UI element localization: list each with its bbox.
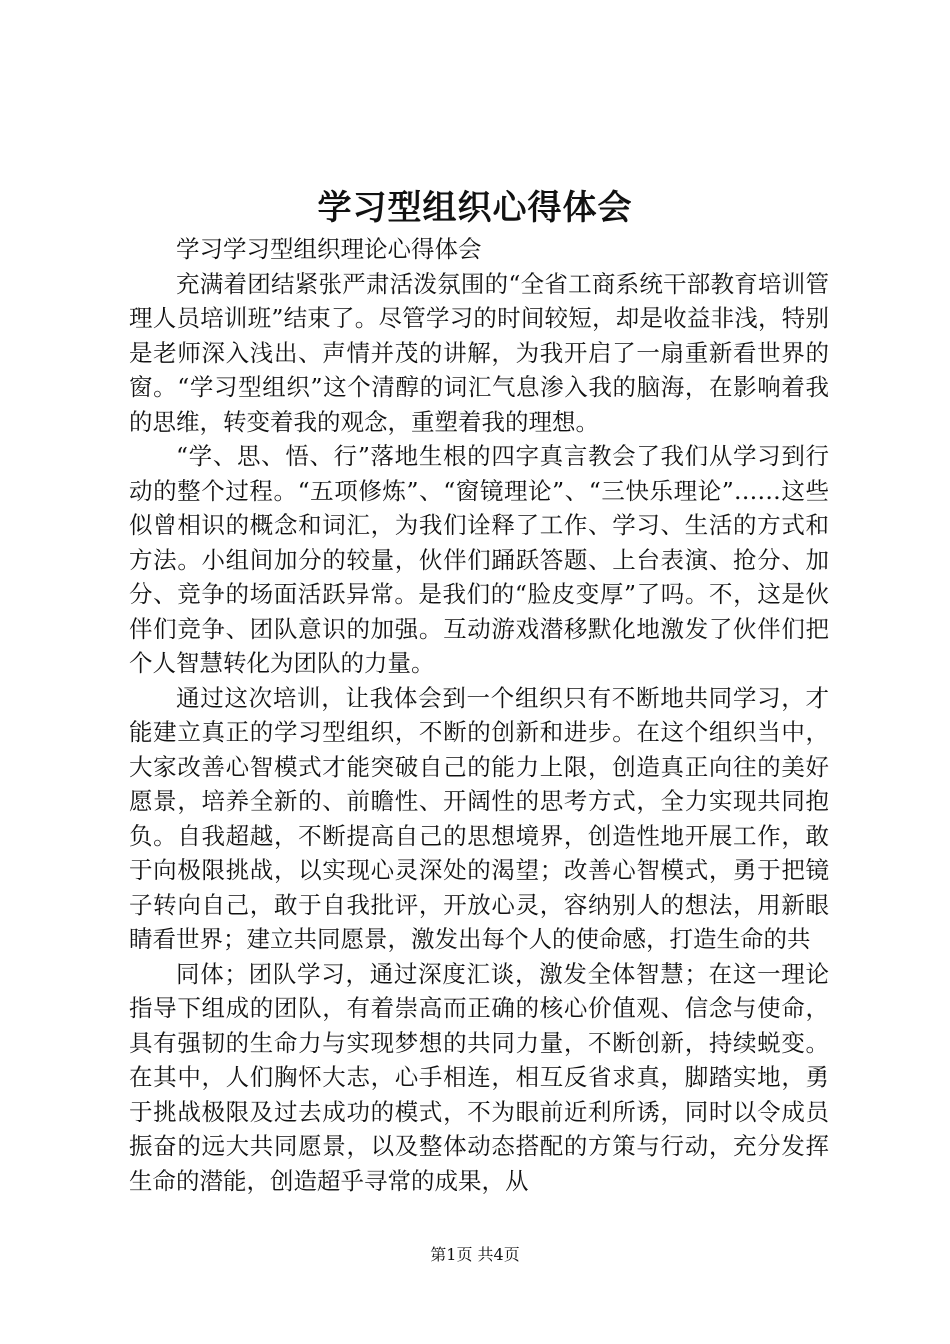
document-body: [129, 232, 829, 1198]
page-footer: 第1页 共4页: [430, 1245, 520, 1264]
paragraph-3: 通过这次培训，让我体会到一个组织只有不断地共同学习，才能建立真正的学习型组织，不断的创新和进步。在这个组织当中，大家改善心智模式才能突破自己的能力上限，创造真正向往的美好愿景，培养全新的、前瞻性、开阔性的思考方式，全力实现共同抱负。自我超越，不断提高自己的思想境界，创造性地开展工作，敢于向极限挑战，以实现心灵深处的渴望；改善心智模式，勇于把镜子转向自己，敢于自我批评，开放心灵，容纳别人的想法，用新眼睛看世界；建立共同愿景，激发出每个人的使命感，打造生命的共: [129, 683, 829, 953]
paragraph-4: 同体；团队学习，通过深度汇谈，激发全体智慧；在这一理论指导下组成的团队，有着崇高而正确的核心价值观、信念与使命，具有强韧的生命力与实现梦想的共同力量，不断创新，持续蜕变。在其中，人们胸怀大志，心手相连，相互反省求真，脚踏实地，勇于挑战极限及过去成功的模式，不为眼前近利所诱，同时以令成员振奋的远大共同愿景，以及整体动态搭配的方策与行动，充分发挥生命的潜能，创造超乎寻常的成果，从: [129, 959, 829, 1195]
document-title: 学习型组织心得体会: [317, 188, 633, 228]
paragraph-1: 充满着团结紧张严肃活泼氛围的“全省工商系统干部教育培训管理人员培训班”结束了。尽管学习的时间较短，却是收益非浅，特别是老师深入浅出、声情并茂的讲解，为我开启了一扇重新看世界的窗。“学习型组织”这个清醇的词汇气息渗入我的脑海，在影响着我的思维，转变着我的观念，重塑着我的理想。: [129, 269, 829, 436]
paragraph-2: “学、思、悟、行”落地生根的四字真言教会了我们从学习到行动的整个过程。“五项修炼”、“窗镜理论”、“三快乐理论”……这些似曾相识的概念和词汇，为我们诠释了工作、学习、生活的方式和方法。小组间加分的较量，伙伴们踊跃答题、上台表演、抢分、加分、竞争的场面活跃异常。是我们的“脸皮变厚”了吗。不，这是伙伴们竞争、团队意识的加强。互动游戏潜移默化地激发了伙伴们把个人智慧转化为团队的力量。: [129, 442, 829, 677]
document-subtitle: 学习学习型组织理论心得体会: [176, 235, 482, 263]
